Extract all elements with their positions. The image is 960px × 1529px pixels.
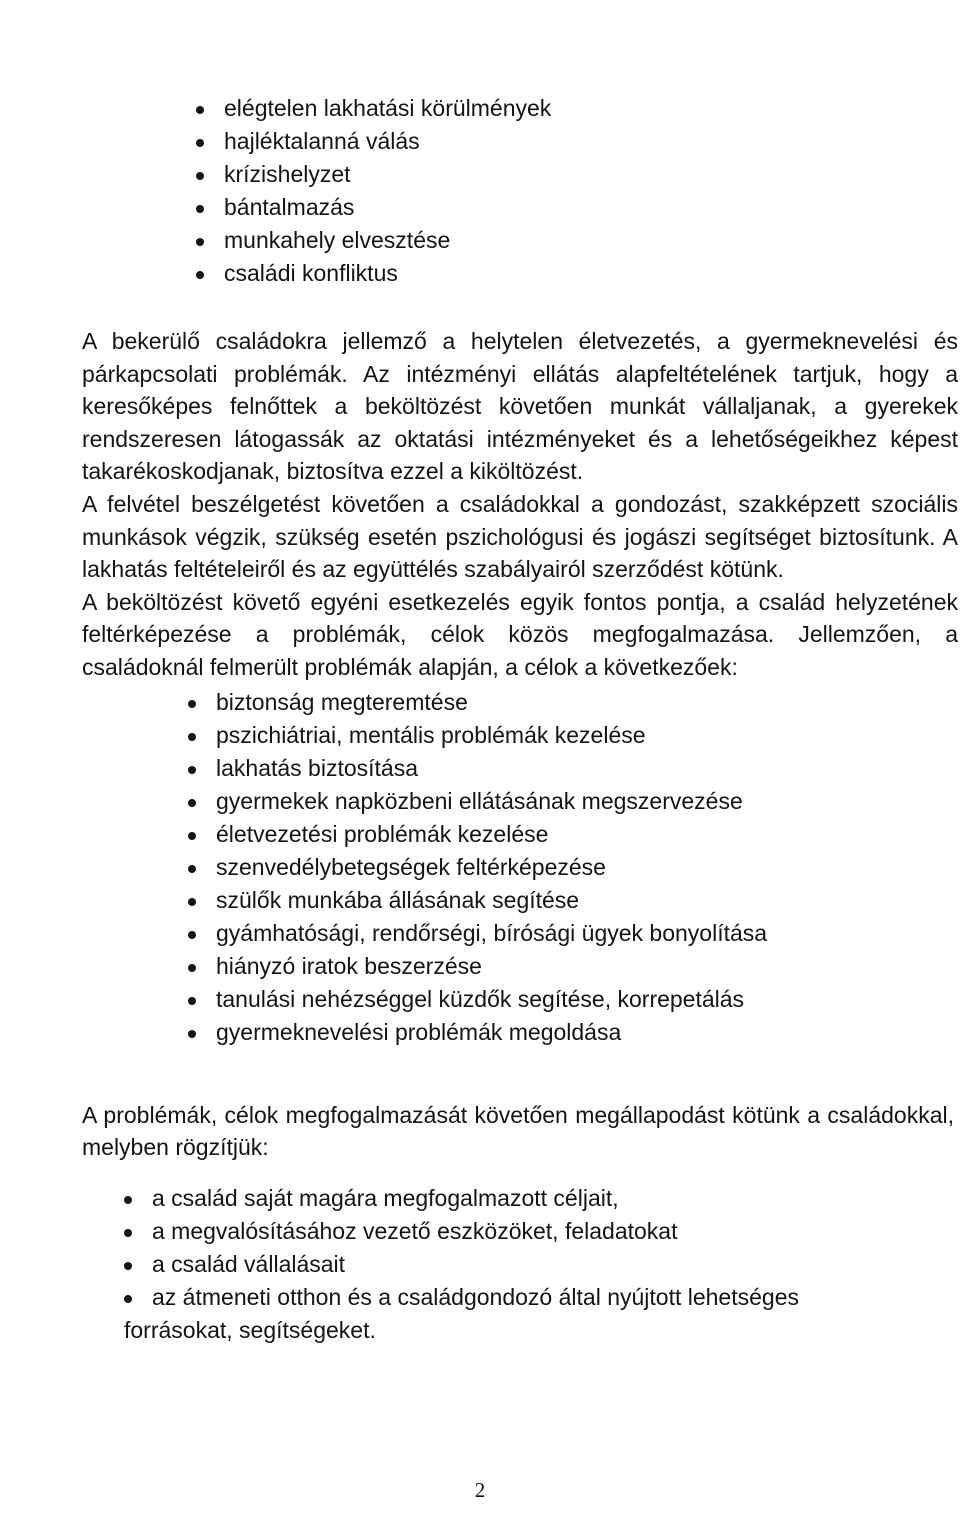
list-item: krízishelyzet: [196, 158, 958, 191]
bullet-icon: [124, 1295, 132, 1303]
bullet-icon: [188, 832, 196, 840]
list-item: munkahely elvesztése: [196, 224, 958, 257]
list-item: az átmeneti otthon és a családgondozó által nyújtott lehetséges forrásokat, segítségeket.: [124, 1281, 958, 1347]
list-item: gyermeknevelési problémák megoldása: [188, 1016, 958, 1049]
bullet-icon: [196, 205, 204, 213]
list-item: a család vállalásait: [124, 1248, 958, 1281]
bullet-icon: [188, 898, 196, 906]
agreement-paragraph: A problémák, célok megfogalmazását követően megállapodást kötünk a családokkal, melyben rögzítjük:: [82, 1101, 954, 1161]
list-item: biztonság megteremtése: [188, 686, 958, 719]
list-item: a család saját magára megfogalmazott céljait,: [124, 1182, 958, 1215]
bullet-icon: [124, 1229, 132, 1237]
list-item: bántalmazás: [196, 191, 958, 224]
goals-list: [188, 686, 958, 1049]
agreement-list: [124, 1182, 958, 1347]
casework-paragraph: A beköltözést követő egyéni esetkezelés egyik fontos pontja, a család helyzetének feltérképezése a problémák, célok közös megfogalmazása. Jellemzően, a családoknál felmerült problémák alapján, a célok a következőek:: [82, 588, 958, 680]
list-item-continuation: forrásokat, segítségeket.: [124, 1316, 376, 1343]
bullet-icon: [188, 997, 196, 1005]
problem-list: [196, 92, 958, 290]
bullet-icon: [196, 271, 204, 279]
bullet-icon: [196, 172, 204, 180]
bullet-icon: [196, 106, 204, 114]
list-item: életvezetési problémák kezelése: [188, 818, 958, 851]
list-item: hajléktalanná válás: [196, 125, 958, 158]
list-item: elégtelen lakhatási körülmények: [196, 92, 958, 125]
list-item: a megvalósításához vezető eszközöket, feladatokat: [124, 1215, 958, 1248]
bullet-icon: [196, 238, 204, 246]
list-item: pszichiátriai, mentális problémák kezelése: [188, 719, 958, 752]
admission-paragraph: A felvétel beszélgetést követően a családokkal a gondozást, szakképzett szociális munkások végzik, szükség esetén pszichológusi és jogászi segítséget biztosítunk. A lakhatás feltételeiről és az együttélés szabályairól szerződést kötünk.: [82, 490, 958, 583]
bullet-icon: [124, 1196, 132, 1204]
list-item: gyermekek napközbeni ellátásának megszervezése: [188, 785, 958, 818]
bullet-icon: [188, 964, 196, 972]
list-item: gyámhatósági, rendőrségi, bírósági ügyek bonyolítása: [188, 917, 958, 950]
list-item: családi konfliktus: [196, 257, 958, 290]
intro-paragraph: A bekerülő családokra jellemző a helytelen életvezetés, a gyermeknevelési és párkapcsolati problémák. Az intézményi ellátás alapfeltételének tartjuk, hogy a keresőképes felnőttek a beköltözést követően munkát vállaljanak, a gyerekek rendszeresen látogassák az oktatási intézményeket és a lehetőségeikhez képest takarékoskodjanak, biztosítva ezzel a kiköltözést.: [82, 328, 958, 485]
bullet-icon: [188, 865, 196, 873]
bullet-icon: [188, 1030, 196, 1038]
list-item: szülők munkába állásának segítése: [188, 884, 958, 917]
list-item: hiányzó iratok beszerzése: [188, 950, 958, 983]
bullet-icon: [124, 1262, 132, 1270]
bullet-icon: [188, 799, 196, 807]
list-item: lakhatás biztosítása: [188, 752, 958, 785]
list-item: szenvedélybetegségek feltérképezése: [188, 851, 958, 884]
document-page: [82, 92, 958, 1347]
bullet-icon: [188, 733, 196, 741]
bullet-icon: [188, 766, 196, 774]
bullet-icon: [188, 700, 196, 708]
bullet-icon: [188, 931, 196, 939]
bullet-icon: [196, 139, 204, 147]
list-item: tanulási nehézséggel küzdők segítése, korrepetálás: [188, 983, 958, 1016]
page-number: 2: [474, 1478, 486, 1502]
